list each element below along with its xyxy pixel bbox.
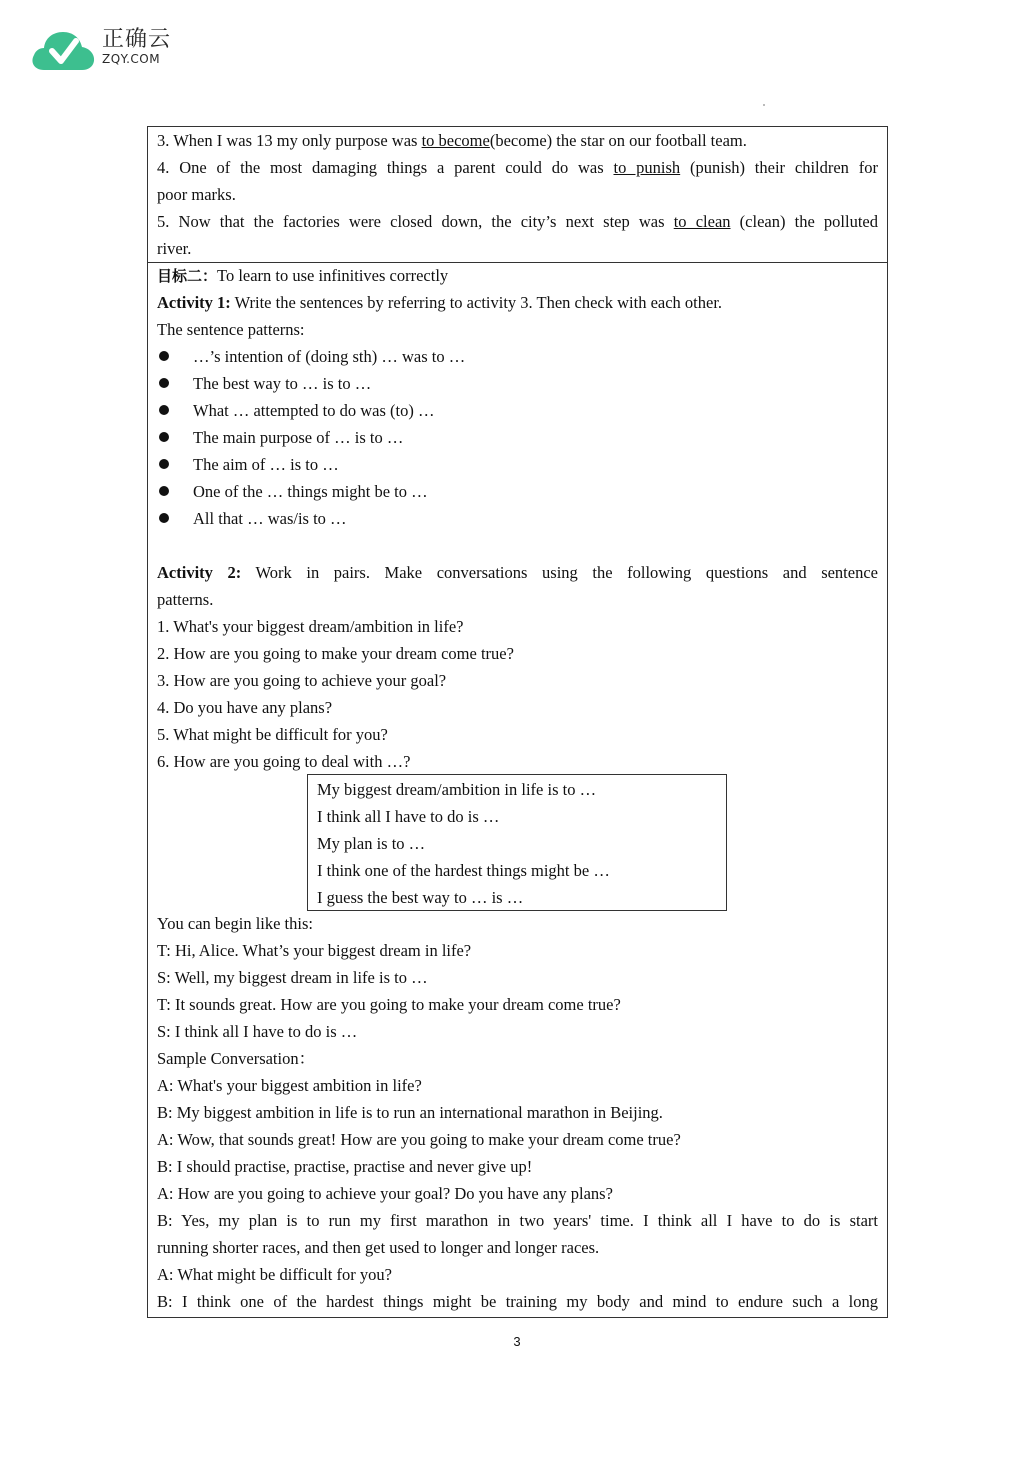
dialogue-line: B: My biggest ambition in life is to run an international marathon in Beijing. (157, 1103, 663, 1122)
dialogue-line: T: Hi, Alice. What’s your biggest dream in life? (157, 941, 472, 960)
question: 5. What might be difficult for you? (157, 725, 388, 744)
question: 6. How are you going to deal with …? (157, 752, 411, 771)
dialogue-line: A: What's your biggest ambition in life? (157, 1076, 422, 1095)
dialogue-line: S: Well, my biggest dream in life is to … (157, 968, 428, 987)
answer: to become (421, 131, 490, 150)
question: 4. Do you have any plans? (157, 698, 333, 717)
box-line: I guess the best way to … is … (317, 888, 524, 907)
sentence-5 (157, 208, 878, 235)
pattern-item: The best way to … is to … (157, 370, 878, 397)
goal-line (157, 262, 878, 289)
text: (become) the star on our football team. (489, 131, 747, 150)
box-line: I think all I have to do is … (317, 807, 500, 826)
text: (clean) the polluted (730, 212, 879, 231)
spacer (157, 532, 878, 559)
pattern-item: One of the … things might be to … (157, 478, 878, 505)
dialogue-line: T: It sounds great. How are you going to make your dream come true? (157, 995, 621, 1014)
speck (763, 104, 765, 106)
pattern-item: What … attempted to do was (to) … (157, 397, 878, 424)
top-section (157, 127, 878, 262)
patterns-title: The sentence patterns: (157, 320, 305, 339)
begin-line: You can begin like this: (157, 914, 313, 933)
activity2-label: Activity 2: (157, 563, 242, 582)
sample-title: Sample Conversation： (157, 1049, 316, 1068)
text: 5. Now that the factories were closed down, the city’s next step was (157, 212, 674, 231)
dialogue-line: B: I think one of the hardest things might be training my body and mind to endure such a long (157, 1292, 878, 1311)
logo-text (102, 28, 171, 66)
patterns-box (307, 774, 727, 911)
dialogue-line: B: Yes, my plan is to run my first marathon in two years' time. I think all I have to do is start (157, 1211, 878, 1230)
sentence-4-cont: poor marks. (157, 185, 236, 204)
sentence-3 (157, 127, 878, 154)
pattern-item: The main purpose of … is to … (157, 424, 878, 451)
goal-label: 目标二： (157, 267, 218, 285)
page-number: 3 (513, 1334, 521, 1349)
text: 3. When I was 13 my only purpose was (157, 131, 422, 150)
activity1-label: Activity 1: (157, 293, 231, 312)
dialogue-line: running shorter races, and then get used to longer and longer races. (157, 1238, 600, 1257)
logo-cn: 正确云 (102, 27, 172, 52)
activity1-line (157, 289, 878, 316)
pattern-item: All that … was/is to … (157, 505, 878, 532)
pattern-item: …’s intention of (doing sth) … was to … (157, 343, 878, 370)
box-line: My biggest dream/ambition in life is to … (317, 780, 597, 799)
goal-text: To learn to use infinitives correctly (217, 266, 449, 285)
activity1-text: Write the sentences by referring to activity 3. Then check with each other. (230, 293, 723, 312)
dialogue-line: S: I think all I have to do is … (157, 1022, 358, 1041)
activity2-text: Work in pairs. Make conversations using the following questions and sentence (241, 563, 878, 582)
sentence-5-cont: river. (157, 239, 192, 258)
answer: to clean (673, 212, 731, 231)
question: 2. How are you going to make your dream come true? (157, 644, 514, 663)
cloud-icon (32, 32, 94, 70)
logo-en: ZQY.COM (102, 52, 161, 66)
answer: to punish (613, 158, 681, 177)
box-line: My plan is to … (317, 834, 426, 853)
dialogue-line: A: What might be difficult for you? (157, 1265, 392, 1284)
activity2-line-cont: patterns. (157, 590, 214, 609)
pattern-item: The aim of … is to … (157, 451, 878, 478)
question: 1. What's your biggest dream/ambition in life? (157, 617, 464, 636)
question: 3. How are you going to achieve your goal? (157, 671, 447, 690)
activity2-line (157, 559, 878, 586)
dialogue-line: B: I should practise, practise, practise and never give up! (157, 1157, 533, 1176)
dialogue-line: A: How are you going to achieve your goal? Do you have any plans? (157, 1184, 613, 1203)
box-line: I think one of the hardest things might be … (317, 861, 610, 880)
text: (punish) their children for (680, 158, 878, 177)
sentence-4 (157, 154, 878, 181)
text: 4. One of the most damaging things a parent could do was (157, 158, 614, 177)
dialogue-line: A: Wow, that sounds great! How are you going to make your dream come true? (157, 1130, 681, 1149)
